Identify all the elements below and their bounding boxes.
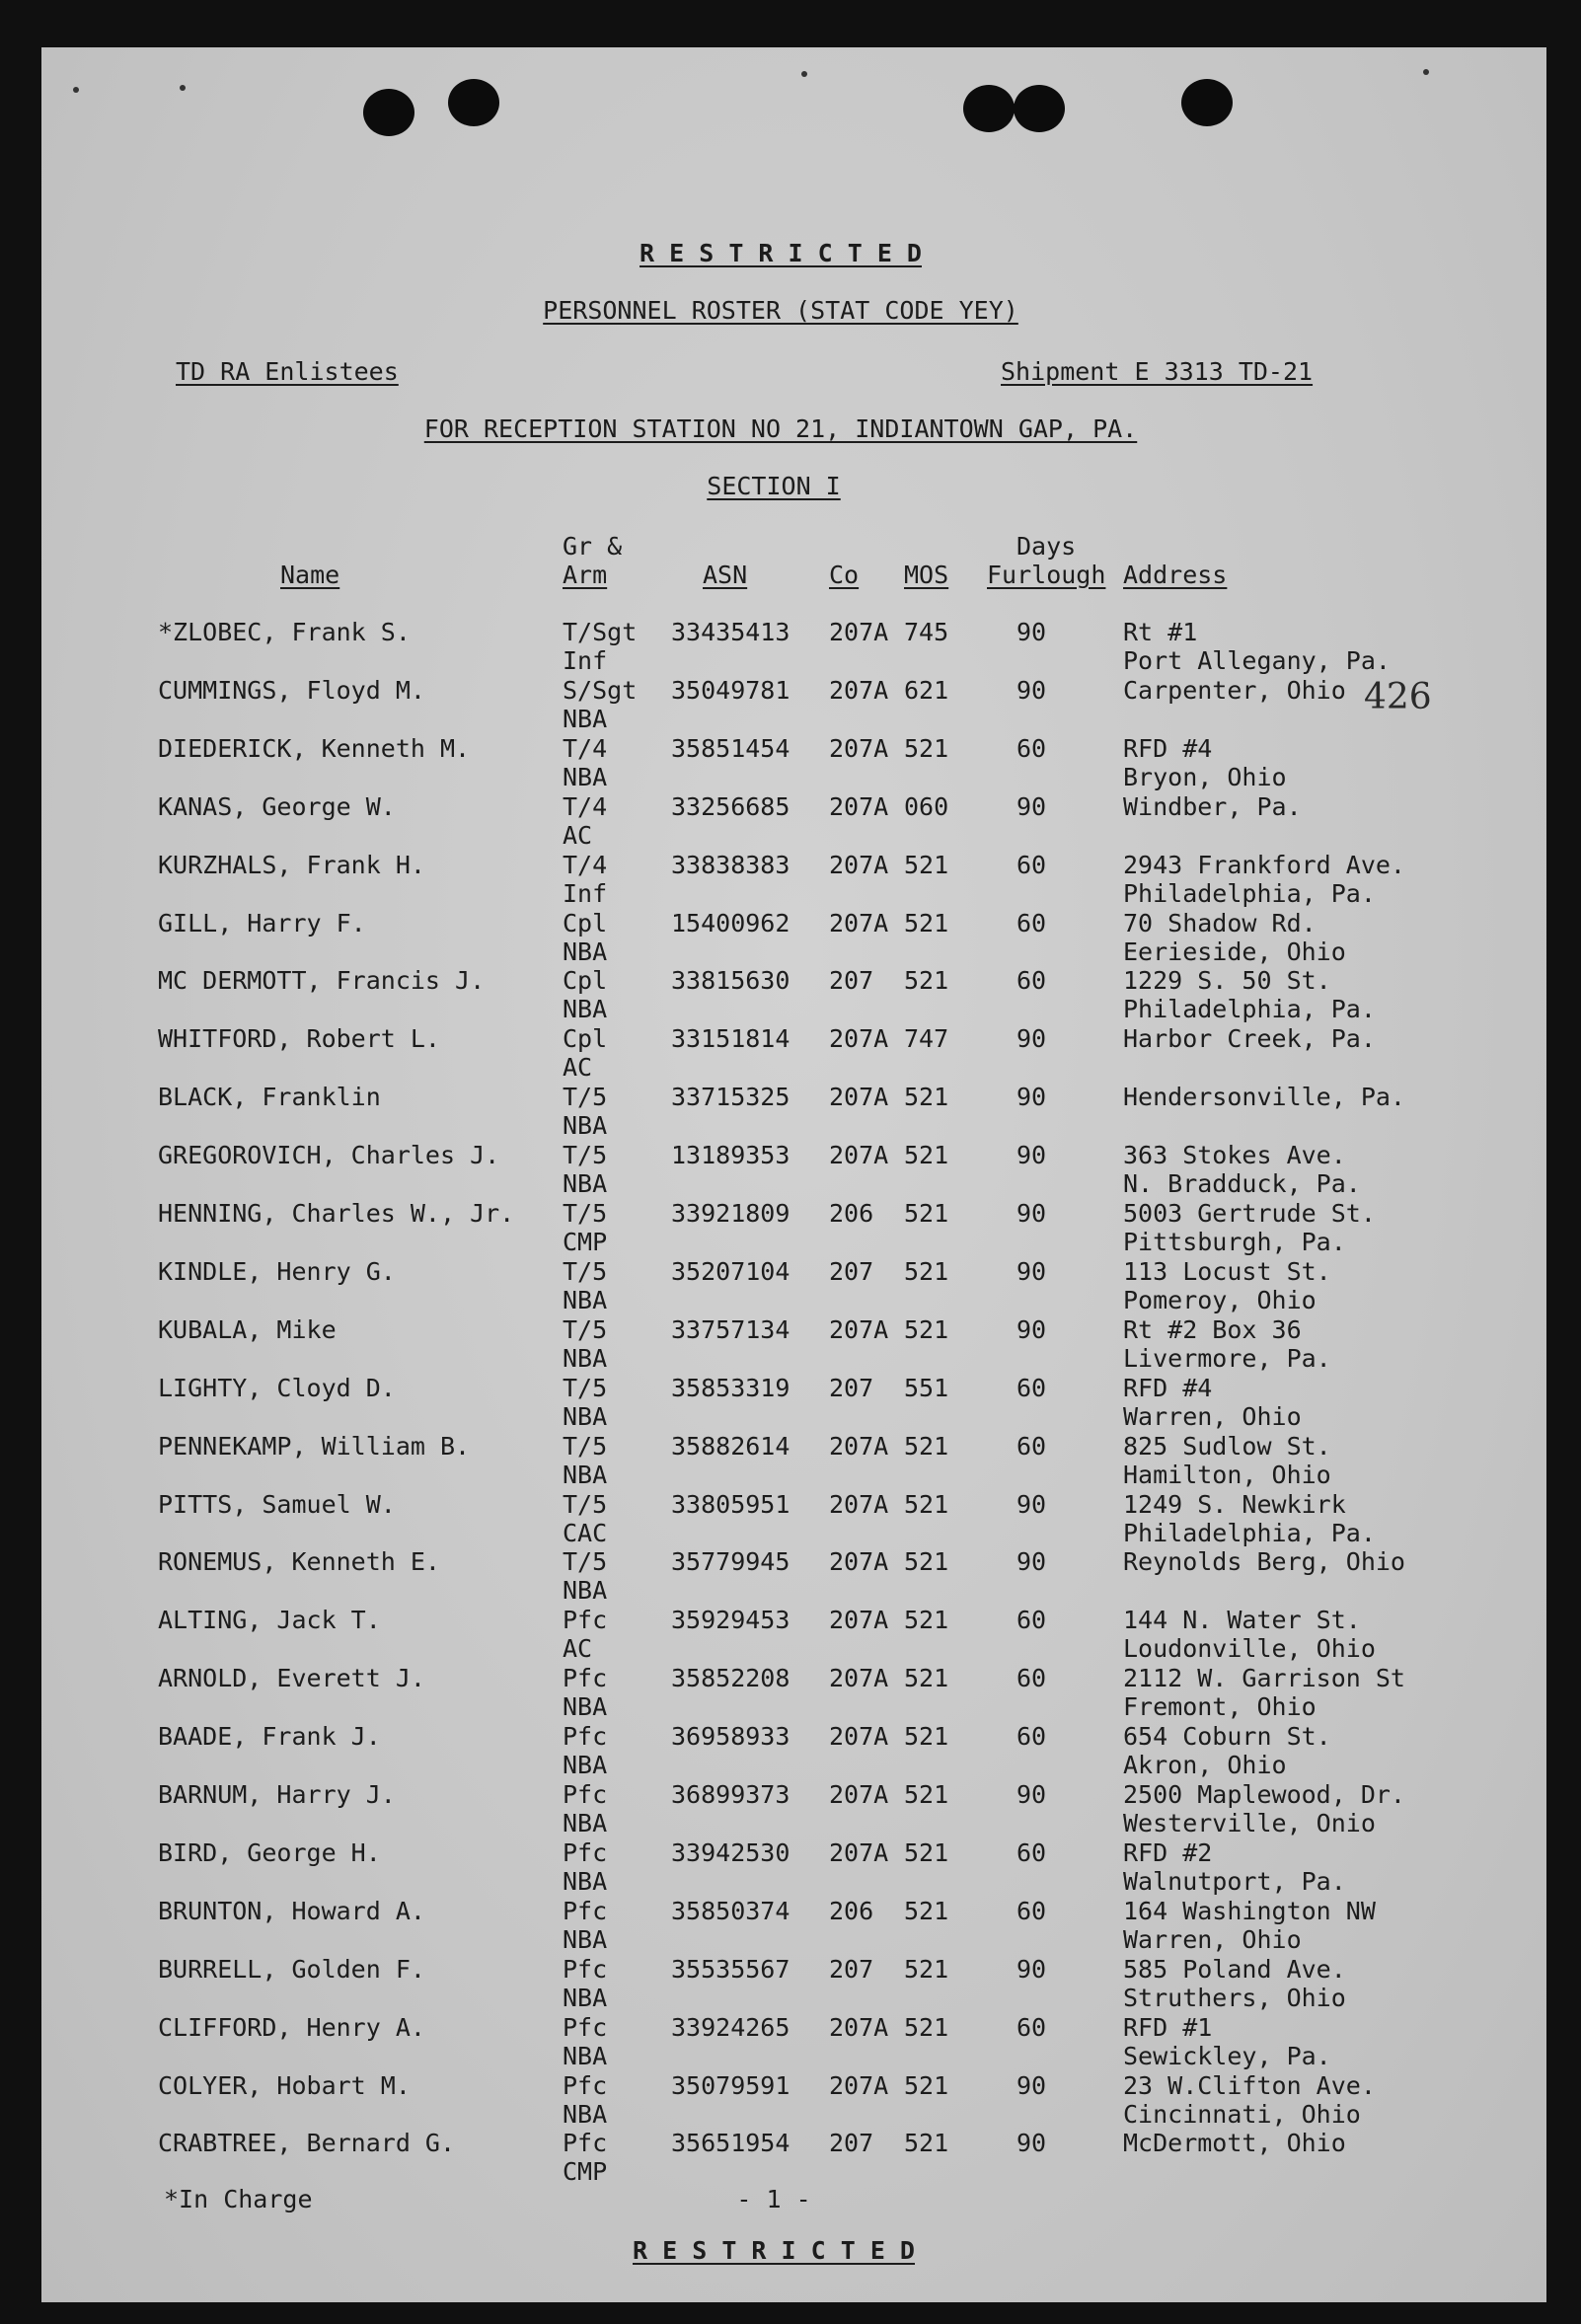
table-row — [41, 1664, 1546, 1722]
roster-grade: T/5 — [563, 1141, 608, 1170]
roster-grade: Pfc — [563, 1954, 608, 1984]
roster-address-line1: 2112 W. Garrison St — [1123, 1664, 1405, 1693]
roster-days-furlough: 60 — [1016, 1664, 1047, 1693]
roster-arm: NBA — [563, 1111, 608, 1141]
roster-name: CLIFFORD, Henry A. — [158, 2012, 425, 2042]
table-row — [41, 676, 1546, 734]
roster-name: ARNOLD, Everett J. — [158, 1664, 425, 1693]
table-row — [41, 1547, 1546, 1606]
table-row — [41, 618, 1546, 676]
col-header-name: Name — [280, 561, 340, 589]
roster-mos: 521 — [904, 1722, 949, 1752]
roster-mos: 060 — [904, 791, 949, 821]
roster-days-furlough: 60 — [1016, 1431, 1047, 1461]
roster-address-line1: McDermott, Ohio — [1123, 2129, 1346, 2158]
roster-arm: NBA — [563, 1866, 608, 1896]
roster-arm: AC — [563, 1053, 593, 1083]
roster-name: KANAS, George W. — [158, 791, 396, 821]
roster-grade: T/5 — [563, 1256, 608, 1286]
roster-name: BAADE, Frank J. — [158, 1722, 381, 1752]
restricted-bottom: R E S T R I C T E D — [633, 2236, 915, 2265]
roster-days-furlough: 60 — [1016, 1837, 1047, 1867]
roster-arm: AC — [563, 1634, 593, 1664]
roster-arm: NBA — [563, 995, 608, 1024]
roster-mos: 745 — [904, 618, 949, 646]
roster-company: 207 — [829, 1373, 874, 1402]
punch-hole — [963, 85, 1015, 132]
roster-company: 207A — [829, 850, 889, 879]
roster-arm: NBA — [563, 2041, 608, 2070]
col-header-days-line1: Days — [1016, 532, 1077, 561]
roster-asn: 33805951 — [671, 1489, 790, 1519]
roster-mos: 521 — [904, 733, 949, 763]
roster-arm: CMP — [563, 2157, 608, 2187]
roster-company: 207A — [829, 1489, 889, 1519]
roster-grade: T/5 — [563, 1489, 608, 1519]
roster-address-line1: 70 Shadow Rd. — [1123, 908, 1317, 937]
roster-address-line2: Eerieside, Ohio — [1123, 937, 1346, 966]
roster-company: 207A — [829, 1722, 889, 1752]
roster-arm: AC — [563, 820, 593, 850]
restricted-top: R E S T R I C T E D — [640, 239, 922, 267]
col-header-mos: MOS — [904, 561, 949, 589]
roster-address-line2: Hamilton, Ohio — [1123, 1460, 1331, 1489]
roster-days-furlough: 90 — [1016, 618, 1047, 646]
roster-days-furlough: 90 — [1016, 2129, 1047, 2158]
roster-company: 207A — [829, 1083, 889, 1112]
roster-company: 207A — [829, 1780, 889, 1809]
roster-asn: 35079591 — [671, 2070, 790, 2100]
table-row — [41, 1257, 1546, 1315]
roster-arm: NBA — [563, 1401, 608, 1431]
roster-arm: NBA — [563, 2099, 608, 2129]
roster-name: LIGHTY, Cloyd D. — [158, 1373, 396, 1402]
section-label: SECTION I — [707, 472, 841, 500]
roster-asn: 35850374 — [671, 1896, 790, 1925]
roster-name: BIRD, George H. — [158, 1837, 381, 1867]
handwritten-number: 426 — [1364, 677, 1432, 717]
roster-company: 207A — [829, 1547, 889, 1577]
roster-name: ALTING, Jack T. — [158, 1606, 381, 1635]
roster-name: BURRELL, Golden F. — [158, 1954, 425, 1984]
roster-asn: 15400962 — [671, 908, 790, 937]
roster-asn: 35535567 — [671, 1954, 790, 1984]
roster-mos: 521 — [904, 1780, 949, 1809]
roster-arm: NBA — [563, 1924, 608, 1954]
roster-arm: NBA — [563, 1285, 608, 1314]
roster-asn: 35049781 — [671, 675, 790, 705]
roster-arm: NBA — [563, 1460, 608, 1489]
roster-company: 206 — [829, 1199, 874, 1228]
roster-address-line1: Rt #1 — [1123, 618, 1198, 646]
roster-days-furlough: 90 — [1016, 1780, 1047, 1809]
roster-mos: 521 — [904, 1489, 949, 1519]
roster-name: KUBALA, Mike — [158, 1314, 337, 1344]
roster-days-furlough: 60 — [1016, 2012, 1047, 2042]
roster-days-furlough: 90 — [1016, 1024, 1047, 1054]
table-row — [41, 1141, 1546, 1199]
table-row — [41, 1722, 1546, 1780]
roster-asn: 33921809 — [671, 1199, 790, 1228]
document-page — [41, 47, 1546, 2302]
table-row — [41, 909, 1546, 967]
roster-mos: 521 — [904, 1314, 949, 1344]
roster-name: WHITFORD, Robert L. — [158, 1024, 440, 1054]
roster-asn: 35779945 — [671, 1547, 790, 1577]
roster-mos: 521 — [904, 1896, 949, 1925]
roster-address-line2: Cincinnati, Ohio — [1123, 2099, 1361, 2129]
enlistees-label: TD RA Enlistees — [176, 357, 399, 386]
roster-address-line2: Sewickley, Pa. — [1123, 2041, 1331, 2070]
roster-company: 207A — [829, 618, 889, 646]
roster-arm: CMP — [563, 1228, 608, 1256]
roster-asn: 35852208 — [671, 1664, 790, 1693]
roster-asn: 35853319 — [671, 1373, 790, 1402]
roster-asn: 35851454 — [671, 733, 790, 763]
station-label: FOR RECEPTION STATION NO 21, INDIANTOWN GAP, PA. — [423, 414, 1138, 443]
roster-arm: CAC — [563, 1518, 608, 1547]
roster-address-line1: Hendersonville, Pa. — [1123, 1083, 1405, 1112]
roster-days-furlough: 90 — [1016, 1083, 1047, 1112]
roster-grade: Pfc — [563, 1606, 608, 1635]
roster-name: RONEMUS, Kenneth E. — [158, 1547, 440, 1577]
roster-mos: 521 — [904, 1256, 949, 1286]
table-row — [41, 1374, 1546, 1432]
roster-days-furlough: 60 — [1016, 1606, 1047, 1635]
roster-company: 207A — [829, 1431, 889, 1461]
roster-address-line2: Walnutport, Pa. — [1123, 1866, 1346, 1896]
roster-address-line1: RFD #2 — [1123, 1837, 1213, 1867]
roster-grade: T/5 — [563, 1199, 608, 1228]
roster-name: DIEDERICK, Kenneth M. — [158, 733, 471, 763]
roster-grade: Pfc — [563, 1722, 608, 1752]
roster-mos: 521 — [904, 1547, 949, 1577]
roster-name: CUMMINGS, Floyd M. — [158, 675, 425, 705]
roster-company: 207 — [829, 1954, 874, 1984]
ink-speck — [73, 87, 79, 93]
roster-name: GREGOROVICH, Charles J. — [158, 1141, 500, 1170]
roster-arm: NBA — [563, 1751, 608, 1780]
ink-speck — [801, 71, 807, 77]
roster-grade: Cpl — [563, 1024, 608, 1054]
roster-days-furlough: 60 — [1016, 1896, 1047, 1925]
roster-mos: 521 — [904, 1083, 949, 1112]
roster-address-line1: 1249 S. Newkirk — [1123, 1489, 1346, 1519]
roster-company: 207A — [829, 1024, 889, 1054]
table-row — [41, 851, 1546, 909]
roster-address-line2: Warren, Ohio — [1123, 1924, 1302, 1954]
roster-days-furlough: 90 — [1016, 675, 1047, 705]
roster-address-line1: RFD #4 — [1123, 733, 1213, 763]
roster-days-furlough: 60 — [1016, 908, 1047, 937]
roster-mos: 521 — [904, 908, 949, 937]
table-row — [41, 2013, 1546, 2071]
roster-company: 207 — [829, 966, 874, 996]
roster-company: 207A — [829, 1314, 889, 1344]
roster-address-line1: 1229 S. 50 St. — [1123, 966, 1331, 996]
roster-grade: Cpl — [563, 966, 608, 996]
roster-days-furlough: 60 — [1016, 966, 1047, 996]
roster-name: BARNUM, Harry J. — [158, 1780, 396, 1809]
roster-arm: Inf — [563, 878, 608, 908]
roster-company: 207A — [829, 2070, 889, 2100]
table-row — [41, 734, 1546, 792]
roster-asn: 35207104 — [671, 1256, 790, 1286]
roster-grade: T/Sgt — [563, 618, 638, 646]
roster-days-furlough: 90 — [1016, 2070, 1047, 2100]
roster-address-line2: Warren, Ohio — [1123, 1401, 1302, 1431]
roster-asn: 33715325 — [671, 1083, 790, 1112]
roster-address-line1: 2943 Frankford Ave. — [1123, 850, 1405, 879]
roster-company: 207A — [829, 733, 889, 763]
roster-company: 207A — [829, 1606, 889, 1635]
roster-mos: 621 — [904, 675, 949, 705]
roster-arm: NBA — [563, 1692, 608, 1722]
roster-asn: 35929453 — [671, 1606, 790, 1635]
roster-grade: Pfc — [563, 1780, 608, 1809]
col-header-gr-line1: Gr & — [563, 532, 623, 561]
roster-address-line1: Harbor Creek, Pa. — [1123, 1024, 1376, 1054]
roster-asn: 33757134 — [671, 1314, 790, 1344]
roster-address-line2: N. Bradduck, Pa. — [1123, 1169, 1361, 1199]
roster-asn: 36899373 — [671, 1780, 790, 1809]
roster-company: 207A — [829, 2012, 889, 2042]
roster-address-line1: 5003 Gertrude St. — [1123, 1199, 1376, 1228]
roster-grade: Pfc — [563, 1837, 608, 1867]
roster-mos: 521 — [904, 2129, 949, 2158]
roster-grade: T/4 — [563, 850, 608, 879]
table-row — [41, 1490, 1546, 1548]
roster-address-line1: 825 Sudlow St. — [1123, 1431, 1331, 1461]
roster-address-line2: Struthers, Ohio — [1123, 1983, 1346, 2012]
roster-mos: 521 — [904, 850, 949, 879]
roster-days-furlough: 90 — [1016, 1256, 1047, 1286]
roster-mos: 521 — [904, 2012, 949, 2042]
table-row — [41, 2129, 1546, 2187]
roster-asn: 33838383 — [671, 850, 790, 879]
table-row — [41, 1315, 1546, 1374]
roster-company: 207A — [829, 1837, 889, 1867]
roster-mos: 521 — [904, 1664, 949, 1693]
table-row — [41, 1199, 1546, 1257]
col-header-gr-line2: Arm — [563, 561, 608, 589]
roster-address-line2: Fremont, Ohio — [1123, 1692, 1317, 1722]
roster-asn: 36958933 — [671, 1722, 790, 1752]
roster-asn: 13189353 — [671, 1141, 790, 1170]
roster-asn: 33256685 — [671, 791, 790, 821]
roster-mos: 521 — [904, 1837, 949, 1867]
roster-address-line1: 113 Locust St. — [1123, 1256, 1331, 1286]
roster-grade: T/5 — [563, 1083, 608, 1112]
roster-mos: 521 — [904, 1199, 949, 1228]
roster-days-furlough: 90 — [1016, 1141, 1047, 1170]
roster-mos: 521 — [904, 1431, 949, 1461]
roster-company: 207A — [829, 1141, 889, 1170]
roster-days-furlough: 90 — [1016, 1547, 1047, 1577]
roster-asn: 33435413 — [671, 618, 790, 646]
roster-address-line1: 585 Poland Ave. — [1123, 1954, 1346, 1984]
roster-name: KINDLE, Henry G. — [158, 1256, 396, 1286]
roster-days-furlough: 60 — [1016, 1722, 1047, 1752]
roster-mos: 521 — [904, 1141, 949, 1170]
roster-company: 207A — [829, 791, 889, 821]
roster-address-line2: Akron, Ohio — [1123, 1751, 1287, 1780]
roster-name: BRUNTON, Howard A. — [158, 1896, 425, 1925]
roster-address-line1: 654 Coburn St. — [1123, 1722, 1331, 1752]
roster-grade: T/4 — [563, 733, 608, 763]
roster-name: CRABTREE, Bernard G. — [158, 2129, 456, 2158]
table-row — [41, 1838, 1546, 1897]
roster-address-line1: RFD #4 — [1123, 1373, 1213, 1402]
col-header-asn: ASN — [703, 561, 748, 589]
roster-grade: T/5 — [563, 1373, 608, 1402]
roster-days-furlough: 60 — [1016, 1373, 1047, 1402]
roster-company: 207A — [829, 675, 889, 705]
roster-arm: NBA — [563, 762, 608, 791]
roster-grade: T/5 — [563, 1314, 608, 1344]
roster-grade: Pfc — [563, 1896, 608, 1925]
table-row — [41, 2071, 1546, 2130]
roster-arm: Inf — [563, 646, 608, 675]
roster-mos: 521 — [904, 1954, 949, 1984]
roster-days-furlough: 90 — [1016, 791, 1047, 821]
roster-grade: T/5 — [563, 1547, 608, 1577]
roster-mos: 747 — [904, 1024, 949, 1054]
roster-company: 207 — [829, 1256, 874, 1286]
roster-address-line1: Rt #2 Box 36 — [1123, 1314, 1302, 1344]
roster-address-line1: RFD #1 — [1123, 2012, 1213, 2042]
table-row — [41, 1606, 1546, 1664]
roster-arm: NBA — [563, 1343, 608, 1373]
roster-address-line2: Loudonville, Ohio — [1123, 1634, 1376, 1664]
col-header-days-line2: Furlough — [987, 561, 1106, 589]
roster-address-line2: Philadelphia, Pa. — [1123, 995, 1376, 1024]
table-row — [41, 1897, 1546, 1955]
roster-grade: Pfc — [563, 2012, 608, 2042]
roster-asn: 35882614 — [671, 1431, 790, 1461]
table-row — [41, 1083, 1546, 1141]
ink-speck — [180, 85, 186, 91]
roster-address-line1: Carpenter, Ohio — [1123, 675, 1346, 705]
roster-days-furlough: 60 — [1016, 733, 1047, 763]
roster-title: PERSONNEL ROSTER (STAT CODE YEY) — [543, 296, 1018, 325]
roster-company: 206 — [829, 1896, 874, 1925]
roster-grade: T/4 — [563, 791, 608, 821]
roster-grade: S/Sgt — [563, 675, 638, 705]
roster-days-furlough: 90 — [1016, 1314, 1047, 1344]
shipment-label: Shipment E 3313 TD-21 — [1001, 357, 1314, 386]
roster-grade: Pfc — [563, 1664, 608, 1693]
roster-address-line1: 164 Washington NW — [1123, 1896, 1376, 1925]
roster-arm: NBA — [563, 1169, 608, 1199]
table-row — [41, 966, 1546, 1024]
punch-hole — [1181, 79, 1233, 126]
roster-address-line1: 23 W.Clifton Ave. — [1123, 2070, 1376, 2100]
col-header-address: Address — [1123, 561, 1228, 589]
roster-address-line2: Port Allegany, Pa. — [1123, 646, 1391, 675]
roster-name: PITTS, Samuel W. — [158, 1489, 396, 1519]
roster-address-line1: 144 N. Water St. — [1123, 1606, 1361, 1635]
roster-mos: 551 — [904, 1373, 949, 1402]
roster-name: BLACK, Franklin — [158, 1083, 381, 1112]
roster-arm: NBA — [563, 1983, 608, 2012]
roster-grade: Pfc — [563, 2070, 608, 2100]
roster-arm: NBA — [563, 1576, 608, 1606]
punch-hole — [448, 79, 499, 126]
roster-asn: 35651954 — [671, 2129, 790, 2158]
roster-address-line2: Philadelphia, Pa. — [1123, 878, 1376, 908]
roster-name: MC DERMOTT, Francis J. — [158, 966, 486, 996]
roster-arm: NBA — [563, 1809, 608, 1837]
punch-hole — [1014, 85, 1065, 132]
roster-days-furlough: 90 — [1016, 1489, 1047, 1519]
roster-asn: 33924265 — [671, 2012, 790, 2042]
roster-grade: Cpl — [563, 908, 608, 937]
in-charge-note: *In Charge — [164, 2185, 313, 2213]
roster-address-line1: 363 Stokes Ave. — [1123, 1141, 1346, 1170]
roster-address-line2: Westerville, Onio — [1123, 1809, 1376, 1837]
roster-name: *ZLOBEC, Frank S. — [158, 618, 411, 646]
roster-company: 207A — [829, 1664, 889, 1693]
roster-days-furlough: 90 — [1016, 1954, 1047, 1984]
roster-address-line2: Pittsburgh, Pa. — [1123, 1228, 1346, 1256]
roster-address-line1: 2500 Maplewood, Dr. — [1123, 1780, 1405, 1809]
roster-address-line2: Pomeroy, Ohio — [1123, 1285, 1317, 1314]
roster-name: GILL, Harry F. — [158, 908, 366, 937]
roster-arm: NBA — [563, 704, 608, 733]
roster-name: COLYER, Hobart M. — [158, 2070, 411, 2100]
roster-grade: Pfc — [563, 2129, 608, 2158]
roster-company: 207A — [829, 908, 889, 937]
roster-grade: T/5 — [563, 1431, 608, 1461]
page-number: - 1 - — [736, 2185, 811, 2213]
table-row — [41, 1955, 1546, 2013]
roster-address-line2: Bryon, Ohio — [1123, 762, 1287, 791]
roster-mos: 521 — [904, 966, 949, 996]
roster-mos: 521 — [904, 2070, 949, 2100]
roster-asn: 33942530 — [671, 1837, 790, 1867]
roster-company: 207 — [829, 2129, 874, 2158]
ink-speck — [1423, 69, 1429, 75]
roster-arm: NBA — [563, 937, 608, 966]
table-row — [41, 792, 1546, 851]
table-row — [41, 1432, 1546, 1490]
roster-asn: 33151814 — [671, 1024, 790, 1054]
table-row — [41, 1024, 1546, 1083]
punch-hole — [363, 89, 414, 136]
roster-address-line1: Windber, Pa. — [1123, 791, 1302, 821]
roster-name: HENNING, Charles W., Jr. — [158, 1199, 515, 1228]
roster-asn: 33815630 — [671, 966, 790, 996]
col-header-co: Co — [829, 561, 860, 589]
roster-name: PENNEKAMP, William B. — [158, 1431, 471, 1461]
roster-address-line1: Reynolds Berg, Ohio — [1123, 1547, 1405, 1577]
roster-days-furlough: 60 — [1016, 850, 1047, 879]
roster-name: KURZHALS, Frank H. — [158, 850, 425, 879]
table-row — [41, 1780, 1546, 1838]
roster-days-furlough: 90 — [1016, 1199, 1047, 1228]
roster-address-line2: Philadelphia, Pa. — [1123, 1518, 1376, 1547]
roster-mos: 521 — [904, 1606, 949, 1635]
roster-address-line2: Livermore, Pa. — [1123, 1343, 1331, 1373]
